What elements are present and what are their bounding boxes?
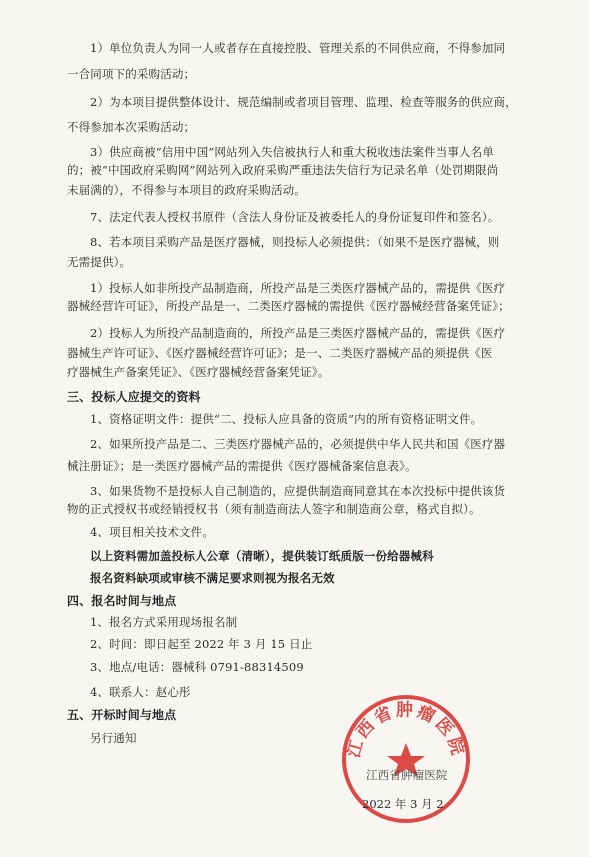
- text-line: 不得参加本次采购活动；: [67, 120, 196, 134]
- text-line: 2）投标人为所投产品制造商的，所投产品是三类医疗器械产品的，需提供《医疗: [90, 326, 506, 340]
- text-line: 一合同项下的采购活动；: [67, 67, 196, 81]
- text-line: 未届满的），不得参与本项目的政府采购活动。: [67, 183, 306, 197]
- text-line: 3、地点/电话：器械科 0791-88314509: [90, 660, 304, 674]
- signature-date: 2022 年 3 月 2: [362, 797, 444, 811]
- text-line: 3、如果货物不是投标人自己制造的，应提供制造商同意其在本次投标中提供该货: [90, 484, 506, 498]
- text-line: 4、联系人：赵心彤: [90, 685, 191, 699]
- text-line: 2、如果所投产品是二、三类医疗器械产品的，必须提供中华人民共和国《医疗器: [90, 437, 506, 451]
- text-line: 1）投标人如非所投产品制造商，所投产品是三类医疗器械产品的，需提供《医疗: [90, 281, 506, 295]
- emphasis-line: 以上资料需加盖投标人公章（清晰），提供装订纸质版一份给器械科: [90, 549, 434, 563]
- text-line: 疗器械生产备案凭证》、《医疗器械经营备案凭证》。: [67, 365, 330, 379]
- seal-text: 江西省肿瘤医院: [343, 700, 469, 761]
- text-line: 1）单位负责人为同一人或者存在直接控股、管理关系的不同供应商，不得参加同: [90, 41, 506, 55]
- text-line: 2、时间：即日起至 2022 年 3 月 15 日止: [90, 637, 313, 651]
- text-line: 3）供应商被“信用中国”网站列入失信被执行人和重大税收违法案件当事人名单: [90, 145, 494, 159]
- text-line: 械注册证》；是一类医疗器械产品的需提供《医疗器械备案信息表》。: [67, 459, 417, 473]
- text-line: 2）为本项目提供整体设计、规范编制或者项目管理、监理、检查等服务的供应商，: [90, 95, 517, 109]
- text-line: 器械生产许可证》、《医疗器械经营许可证》；是一、二类医疗器械产品的须提供《医: [67, 346, 493, 360]
- section-heading: 五、开标时间与地点: [67, 708, 177, 722]
- text-line: 8、若本项目采购产品是医疗器械，则投标人必须提供：（如果不是医疗器械，则: [90, 235, 500, 249]
- text-line: 的；被“中国政府采购网”网站列入政府采购严重违法失信行为记录名单（处罚期限尚: [67, 163, 499, 177]
- text-line: 1、报名方式采用现场报名制: [90, 615, 238, 629]
- section-heading: 三、投标人应提交的资料: [67, 390, 201, 404]
- text-line: 7、法定代表人授权书原件（含法人身份证及被委托人的身份证复印件和签名）。: [90, 210, 500, 224]
- signature-org: 江西省肿瘤医院: [366, 768, 448, 782]
- text-line: 4、项目相关技术文件。: [90, 525, 214, 539]
- section-heading: 四、报名时间与地点: [67, 594, 177, 608]
- text-line: 物的正式授权书或经销授权书（须有制造商法人签字和制造商公章，格式自拟）。: [67, 502, 481, 516]
- text-line: 1、资格证明文件：提供“二、投标人应具备的资质”内的所有资格证明文件。: [90, 412, 483, 426]
- emphasis-line: 报名资料缺项或审核不满足要求则视为报名无效: [90, 571, 335, 585]
- text-line: 另行通知: [90, 731, 137, 745]
- text-line: 无需提供）。: [67, 255, 132, 269]
- text-line: 器械经营许可证》，所投产品是一、二类医疗器械的需提供《医疗器械经营备案凭证》；: [67, 299, 510, 313]
